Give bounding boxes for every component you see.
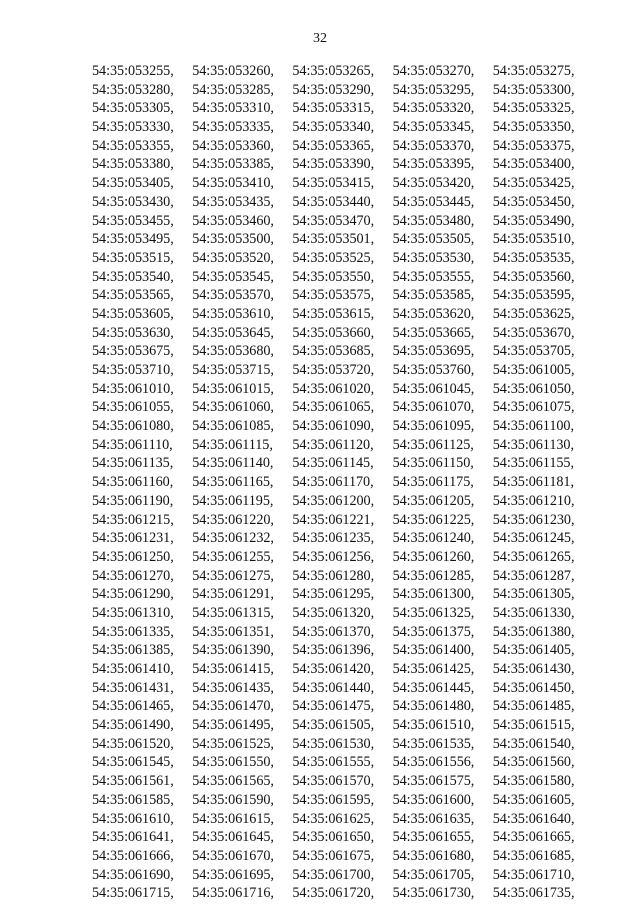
cadastral-number: 54:35:061232, (192, 530, 274, 547)
table-row (92, 398, 612, 417)
cadastral-number: 54:35:061200, (292, 492, 375, 509)
cadastral-number: 54:35:061615, (192, 810, 274, 827)
cadastral-number: 54:35:053620, (392, 305, 475, 322)
cadastral-number: 54:35:061135, (92, 455, 174, 472)
cadastral-number: 54:35:053290, (292, 81, 375, 98)
cadastral-number: 54:35:061480, (392, 698, 475, 715)
cadastral-number: 54:35:061210, (492, 492, 575, 509)
cadastral-number: 54:35:053390, (292, 156, 375, 173)
cadastral-number: 54:35:061470, (192, 698, 274, 715)
cadastral-number: 54:35:061655, (392, 829, 475, 846)
table-row (92, 492, 612, 511)
cadastral-number: 54:35:053310, (192, 100, 274, 117)
cadastral-number: 54:35:061005, (492, 362, 575, 378)
cadastral-number: 54:35:061305, (492, 586, 575, 603)
table-row (92, 417, 612, 436)
cadastral-number: 54:35:061561, (92, 773, 174, 790)
cadastral-number: 54:35:053510, (492, 231, 575, 248)
cadastral-number: 54:35:053350, (492, 119, 575, 136)
cadastral-number: 54:35:053670, (492, 324, 575, 341)
cadastral-number: 54:35:061150, (392, 455, 474, 472)
cadastral-number: 54:35:053335, (192, 119, 274, 136)
cadastral-number: 54:35:053490, (492, 212, 575, 229)
cadastral-number: 54:35:061080, (92, 418, 174, 435)
cadastral-number: 54:35:061556, (392, 754, 475, 771)
cadastral-number: 54:35:061287, (492, 567, 575, 584)
cadastral-number: 54:35:053560, (492, 268, 575, 285)
cadastral-number: 54:35:061450, (492, 679, 575, 696)
cadastral-number: 54:35:053355, (92, 137, 174, 154)
cadastral-number: 54:35:061635, (392, 810, 475, 827)
cadastral-number: 54:35:061291, (192, 586, 274, 603)
table-row (92, 810, 612, 829)
cadastral-number: 54:35:053285, (192, 81, 274, 98)
cadastral-number: 54:35:053680, (192, 343, 274, 360)
cadastral-number-table (92, 62, 612, 903)
cadastral-number: 54:35:061680, (392, 847, 475, 864)
cadastral-number: 54:35:061650, (292, 829, 375, 846)
cadastral-number: 54:35:061400, (392, 642, 475, 659)
table-row (92, 828, 612, 847)
cadastral-number: 54:35:061495, (192, 717, 274, 734)
table-row (92, 268, 612, 287)
cadastral-number: 54:35:061420, (292, 661, 375, 677)
cadastral-number: 54:35:053595, (492, 287, 575, 304)
cadastral-number: 54:35:053615, (292, 305, 375, 322)
cadastral-number: 54:35:053460, (192, 212, 274, 229)
cadastral-number: 54:35:053545, (192, 268, 274, 285)
cadastral-number: 54:35:061315, (192, 604, 274, 621)
table-row (92, 529, 612, 548)
cadastral-number: 54:35:061716, (192, 885, 274, 902)
cadastral-number: 54:35:061231, (92, 530, 174, 547)
cadastral-number: 54:35:061330, (492, 604, 575, 621)
cadastral-number: 54:35:053645, (192, 324, 274, 341)
cadastral-number: 54:35:053385, (192, 156, 274, 173)
cadastral-number: 54:35:053435, (192, 193, 274, 210)
table-row (92, 641, 612, 660)
cadastral-number: 54:35:061515, (492, 717, 575, 734)
cadastral-number: 54:35:053315, (292, 100, 375, 117)
cadastral-number: 54:35:053430, (92, 193, 174, 210)
table-row (92, 249, 612, 268)
cadastral-number: 54:35:061665, (492, 829, 575, 846)
cadastral-number: 54:35:061270, (92, 567, 174, 584)
cadastral-number: 54:35:061565, (192, 773, 274, 790)
cadastral-number: 54:35:053720, (292, 362, 375, 378)
cadastral-number: 54:35:061265, (492, 548, 575, 565)
cadastral-number: 54:35:061735, (492, 885, 575, 902)
cadastral-number: 54:35:053505, (392, 231, 475, 248)
cadastral-number: 54:35:053520, (192, 249, 274, 266)
cadastral-number: 54:35:053660, (292, 324, 375, 341)
cadastral-number: 54:35:061250, (92, 548, 174, 565)
cadastral-number: 54:35:061580, (492, 773, 575, 790)
table-row (92, 753, 612, 772)
cadastral-number: 54:35:061230, (492, 511, 575, 528)
cadastral-number: 54:35:061351, (192, 623, 274, 640)
cadastral-number: 54:35:061720, (292, 885, 375, 902)
cadastral-number: 54:35:061120, (292, 436, 374, 453)
cadastral-number: 54:35:061440, (292, 679, 375, 696)
table-row (92, 286, 612, 305)
cadastral-number: 54:35:061415, (192, 661, 274, 677)
table-row (92, 193, 612, 212)
cadastral-number: 54:35:061705, (392, 866, 475, 883)
cadastral-number: 54:35:061070, (392, 399, 475, 416)
table-row (92, 380, 612, 399)
cadastral-number: 54:35:061695, (192, 866, 274, 883)
cadastral-number: 54:35:061065, (292, 399, 375, 416)
cadastral-number: 54:35:061730, (392, 885, 475, 902)
cadastral-number: 54:35:061181, (492, 474, 574, 491)
cadastral-number: 54:35:053535, (492, 249, 575, 266)
cadastral-number: 54:35:061125, (392, 436, 474, 453)
table-row (92, 81, 612, 100)
cadastral-number: 54:35:061465, (92, 698, 174, 715)
table-row (92, 361, 612, 380)
cadastral-number: 54:35:053760, (392, 362, 475, 378)
cadastral-number: 54:35:061290, (92, 586, 174, 603)
cadastral-number: 54:35:061225, (392, 511, 475, 528)
cadastral-number: 54:35:061445, (392, 679, 475, 696)
cadastral-number: 54:35:061320, (292, 604, 375, 621)
table-row (92, 342, 612, 361)
cadastral-number: 54:35:061050, (492, 380, 575, 397)
cadastral-number: 54:35:061220, (192, 511, 274, 528)
cadastral-number: 54:35:053570, (192, 287, 274, 304)
cadastral-number: 54:35:053555, (392, 268, 475, 285)
cadastral-number: 54:35:053365, (292, 137, 375, 154)
cadastral-number: 54:35:053575, (292, 287, 375, 304)
cadastral-number: 54:35:061425, (392, 661, 475, 677)
cadastral-number: 54:35:061370, (292, 623, 375, 640)
cadastral-number: 54:35:053445, (392, 193, 475, 210)
cadastral-number: 54:35:061715, (92, 885, 174, 902)
cadastral-number: 54:35:061100, (492, 418, 574, 435)
cadastral-number: 54:35:053265, (292, 63, 375, 79)
cadastral-number: 54:35:061260, (392, 548, 475, 565)
table-row (92, 230, 612, 249)
cadastral-number: 54:35:061240, (392, 530, 475, 547)
cadastral-number: 54:35:061510, (392, 717, 475, 734)
cadastral-number: 54:35:061396, (292, 642, 375, 659)
cadastral-number: 54:35:061590, (192, 791, 274, 808)
cadastral-number: 54:35:053330, (92, 119, 174, 136)
cadastral-number: 54:35:053375, (492, 137, 575, 154)
cadastral-number: 54:35:053480, (392, 212, 475, 229)
cadastral-number: 54:35:061550, (192, 754, 274, 771)
cadastral-number: 54:35:061205, (392, 492, 475, 509)
cadastral-number: 54:35:053450, (492, 193, 575, 210)
cadastral-number: 54:35:061610, (92, 810, 174, 827)
table-row (92, 305, 612, 324)
cadastral-number: 54:35:053420, (392, 175, 475, 192)
cadastral-number: 54:35:053525, (292, 249, 375, 266)
cadastral-number: 54:35:061675, (292, 847, 375, 864)
cadastral-number: 54:35:053400, (492, 156, 575, 173)
cadastral-number: 54:35:053605, (92, 305, 174, 322)
table-row (92, 548, 612, 567)
cadastral-number: 54:35:061575, (392, 773, 475, 790)
table-row (92, 847, 612, 866)
cadastral-number: 54:35:061235, (292, 530, 375, 547)
table-row (92, 436, 612, 455)
cadastral-number: 54:35:061685, (492, 847, 575, 864)
cadastral-number: 54:35:061325, (392, 604, 475, 621)
table-row (92, 716, 612, 735)
cadastral-number: 54:35:053625, (492, 305, 575, 322)
table-row (92, 866, 612, 885)
cadastral-number: 54:35:061525, (192, 735, 274, 752)
cadastral-number: 54:35:053370, (392, 137, 475, 154)
cadastral-number: 54:35:061015, (192, 380, 274, 397)
cadastral-number: 54:35:061110, (92, 436, 173, 453)
cadastral-number: 54:35:061275, (192, 567, 274, 584)
cadastral-number: 54:35:061380, (492, 623, 575, 640)
cadastral-number: 54:35:061530, (292, 735, 375, 752)
table-row (92, 62, 612, 81)
cadastral-number: 54:35:053360, (192, 137, 274, 154)
table-row (92, 791, 612, 810)
cadastral-number: 54:35:061640, (492, 810, 575, 827)
cadastral-number: 54:35:061075, (492, 399, 575, 416)
cadastral-number: 54:35:061095, (392, 418, 475, 435)
cadastral-number: 54:35:053515, (92, 249, 174, 266)
cadastral-number: 54:35:061055, (92, 399, 174, 416)
cadastral-number: 54:35:061221, (292, 511, 375, 528)
cadastral-number: 54:35:061595, (292, 791, 375, 808)
cadastral-number: 54:35:061710, (492, 866, 575, 883)
cadastral-number: 54:35:053440, (292, 193, 375, 210)
page-number: 32 (313, 31, 327, 46)
cadastral-number: 54:35:061010, (92, 380, 174, 397)
cadastral-number: 54:35:061555, (292, 754, 375, 771)
cadastral-number: 54:35:061145, (292, 455, 374, 472)
cadastral-number: 54:35:061090, (292, 418, 375, 435)
cadastral-number: 54:35:061130, (492, 436, 574, 453)
cadastral-number: 54:35:061505, (292, 717, 375, 734)
table-row (92, 324, 612, 343)
cadastral-number: 54:35:061115, (192, 436, 273, 453)
cadastral-number: 54:35:061175, (392, 474, 474, 491)
cadastral-number: 54:35:061605, (492, 791, 575, 808)
cadastral-number: 54:35:053540, (92, 268, 174, 285)
cadastral-number: 54:35:061570, (292, 773, 375, 790)
table-row (92, 679, 612, 698)
cadastral-number: 54:35:053550, (292, 268, 375, 285)
cadastral-number: 54:35:053260, (192, 63, 274, 79)
cadastral-number: 54:35:061300, (392, 586, 475, 603)
table-row (92, 660, 612, 679)
table-row (92, 884, 612, 903)
table-row (92, 735, 612, 754)
cadastral-number: 54:35:053295, (392, 81, 475, 98)
cadastral-number: 54:35:053455, (92, 212, 174, 229)
cadastral-number: 54:35:053410, (192, 175, 274, 192)
cadastral-number: 54:35:053685, (292, 343, 375, 360)
cadastral-number: 54:35:053715, (192, 362, 274, 378)
cadastral-number: 54:35:061060, (192, 399, 274, 416)
cadastral-number: 54:35:061310, (92, 604, 174, 621)
cadastral-number: 54:35:053395, (392, 156, 475, 173)
table-row (92, 623, 612, 642)
cadastral-number: 54:35:061585, (92, 791, 174, 808)
cadastral-number: 54:35:053710, (92, 362, 174, 378)
cadastral-number: 54:35:061165, (192, 474, 274, 491)
cadastral-number: 54:35:053530, (392, 249, 475, 266)
cadastral-number: 54:35:053415, (292, 175, 375, 192)
cadastral-number: 54:35:053610, (192, 305, 274, 322)
cadastral-number: 54:35:053255, (92, 63, 174, 79)
cadastral-number: 54:35:061245, (492, 530, 575, 547)
cadastral-number: 54:35:053495, (92, 231, 174, 248)
cadastral-number: 54:35:053345, (392, 119, 475, 136)
cadastral-number: 54:35:053340, (292, 119, 375, 136)
cadastral-number: 54:35:061285, (392, 567, 475, 584)
cadastral-number: 54:35:061295, (292, 586, 375, 603)
table-row (92, 772, 612, 791)
cadastral-number: 54:35:053405, (92, 175, 174, 192)
cadastral-number: 54:35:053501, (292, 231, 375, 248)
cadastral-number: 54:35:061335, (92, 623, 174, 640)
table-row (92, 174, 612, 193)
cadastral-number: 54:35:061690, (92, 866, 174, 883)
cadastral-number: 54:35:061431, (92, 679, 174, 696)
cadastral-number: 54:35:061666, (92, 847, 174, 864)
cadastral-number: 54:35:061140, (192, 455, 274, 472)
cadastral-number: 54:35:053275, (492, 63, 575, 79)
cadastral-number: 54:35:061700, (292, 866, 375, 883)
cadastral-number: 54:35:061670, (192, 847, 274, 864)
cadastral-number: 54:35:053665, (392, 324, 475, 341)
cadastral-number: 54:35:053425, (492, 175, 575, 192)
cadastral-number: 54:35:053705, (492, 343, 575, 360)
table-row (92, 473, 612, 492)
cadastral-number: 54:35:053300, (492, 81, 575, 98)
cadastral-number: 54:35:061625, (292, 810, 375, 827)
cadastral-number: 54:35:061545, (92, 754, 174, 771)
cadastral-number: 54:35:061170, (292, 474, 374, 491)
cadastral-number: 54:35:061045, (392, 380, 475, 397)
cadastral-number: 54:35:061375, (392, 623, 475, 640)
table-row (92, 604, 612, 623)
cadastral-number: 54:35:061490, (92, 717, 174, 734)
cadastral-number: 54:35:061160, (92, 474, 174, 491)
cadastral-number: 54:35:061155, (492, 455, 574, 472)
table-row (92, 697, 612, 716)
cadastral-number: 54:35:061645, (192, 829, 274, 846)
cadastral-number: 54:35:061405, (492, 642, 575, 659)
cadastral-number: 54:35:053565, (92, 287, 174, 304)
cadastral-number: 54:35:061435, (192, 679, 274, 696)
cadastral-number: 54:35:061256, (292, 548, 375, 565)
table-row (92, 155, 612, 174)
cadastral-number: 54:35:061190, (92, 492, 174, 509)
cadastral-number: 54:35:053270, (392, 63, 475, 79)
cadastral-number: 54:35:053695, (392, 343, 475, 360)
cadastral-number: 54:35:053675, (92, 343, 174, 360)
cadastral-number: 54:35:061535, (392, 735, 475, 752)
cadastral-number: 54:35:061215, (92, 511, 174, 528)
cadastral-number: 54:35:053500, (192, 231, 274, 248)
cadastral-number: 54:35:061020, (292, 380, 375, 397)
table-row (92, 454, 612, 473)
cadastral-number: 54:35:061560, (492, 754, 575, 771)
cadastral-number: 54:35:061475, (292, 698, 375, 715)
cadastral-number: 54:35:053630, (92, 324, 174, 341)
cadastral-number: 54:35:053305, (92, 100, 174, 117)
cadastral-number: 54:35:053280, (92, 81, 174, 98)
cadastral-number: 54:35:061255, (192, 548, 274, 565)
cadastral-number: 54:35:053325, (492, 100, 575, 117)
table-row (92, 511, 612, 530)
cadastral-number: 54:35:061410, (92, 661, 174, 677)
cadastral-number: 54:35:061085, (192, 418, 274, 435)
cadastral-number: 54:35:061641, (92, 829, 174, 846)
cadastral-number: 54:35:053585, (392, 287, 475, 304)
cadastral-number: 54:35:061520, (92, 735, 174, 752)
cadastral-number: 54:35:061600, (392, 791, 475, 808)
cadastral-number: 54:35:061280, (292, 567, 375, 584)
table-row (92, 212, 612, 231)
cadastral-number: 54:35:061485, (492, 698, 575, 715)
table-row (92, 99, 612, 118)
cadastral-number: 54:35:061540, (492, 735, 575, 752)
table-row (92, 118, 612, 137)
table-row (92, 567, 612, 586)
cadastral-number: 54:35:061195, (192, 492, 274, 509)
table-row (92, 137, 612, 156)
cadastral-number: 54:35:053470, (292, 212, 375, 229)
table-row (92, 585, 612, 604)
cadastral-number: 54:35:053320, (392, 100, 475, 117)
cadastral-number: 54:35:053380, (92, 156, 174, 173)
cadastral-number: 54:35:061390, (192, 642, 274, 659)
cadastral-number: 54:35:061430, (492, 661, 575, 677)
cadastral-number: 54:35:061385, (92, 642, 174, 659)
